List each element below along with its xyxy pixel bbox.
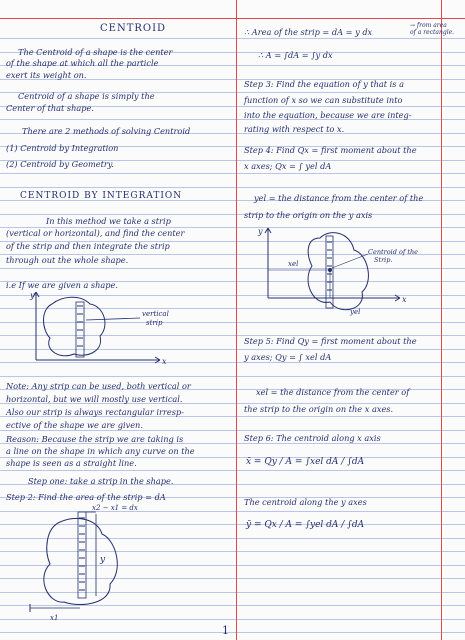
step3-line-4: rating with respect to x. [244, 124, 345, 134]
fig1-strip-label-1: vertical [142, 310, 169, 318]
fig2-y-label: y [100, 555, 106, 565]
intro-line-2: of the shape at which all the particle [6, 58, 159, 68]
reason-line-2: a line on the shape in which any curve on the [6, 446, 195, 456]
top-margin-line [0, 18, 465, 19]
fig3-centroid-label-1: Centroid of the [368, 248, 418, 256]
intro-line-1: The Centroid of a shape is the center [18, 47, 173, 57]
ruled-line [0, 173, 465, 174]
ruled-line [0, 376, 465, 377]
fig1-y-label: y [30, 291, 35, 300]
right-margin-line [441, 0, 442, 640]
reason-line-1: Reason: Because the strip we are taking is [6, 434, 184, 444]
integral-a: ∴ A = ∫dA = ∫y dx [258, 50, 333, 60]
step4-line-1: Step 4: Find Qx = first moment about the [244, 145, 417, 155]
section-title: CENTROID BY INTEGRATION [20, 191, 183, 201]
reason-line-3: shape is seen as a straight line. [6, 458, 137, 468]
method-1: (1) Centroid by Integration [6, 143, 119, 153]
xel-def-1: xel = the distance from the center of [256, 387, 410, 397]
ruled-line [0, 214, 465, 215]
step5-line-1: Step 5: Find Qy = first moment about the [244, 336, 417, 346]
xbar-formula: x̄ = Qy / A = ∫xel dA / ∫dA [246, 457, 365, 467]
example-line: i.e If we are given a shape. [6, 280, 118, 290]
xel-def-2: the strip to the origin on the x axes. [244, 404, 394, 414]
ruled-line [0, 430, 465, 431]
fig1-strip-label-2: strip [146, 319, 163, 327]
ybar-formula: ȳ = Qx / A = ∫yel dA / ∫dA [246, 520, 365, 530]
fig3-y-label: y [258, 227, 263, 236]
figure-shape-vertical-strip [30, 290, 180, 370]
intro-line-3: exert its weight on. [6, 70, 87, 80]
figure-centroid-strip [250, 224, 435, 324]
section-line-3: of the strip and then integrate the strip [6, 241, 170, 251]
page-number: 1 [222, 624, 229, 637]
section-line-2: (vertical or horizontal), and find the center [6, 228, 185, 238]
simply-line-1: Centroid of a shape is simply the [18, 91, 155, 101]
fig3-centroid-label-2: Strip. [374, 256, 393, 264]
fig3-yel-label: yel [350, 308, 361, 316]
note-line-3: Also our strip is always rectangular irresp- [6, 407, 184, 417]
step3-line-2: function of x so we can substitute into [244, 95, 403, 105]
center-margin-line [236, 0, 237, 640]
yel-def-2: strip to the origin on the y axis [244, 210, 373, 220]
methods-intro: There are 2 methods of solving Centroid [22, 126, 191, 136]
note-line-4: ective of the shape we are given. [6, 420, 143, 430]
fig2-x1-label: x1 [50, 614, 59, 622]
fig3-x-label: x [402, 295, 407, 304]
ruled-line [0, 38, 465, 39]
step5-line-2: y axes; Qy = ∫ xel dA [244, 352, 332, 362]
yel-def-1: yel = the distance from the center of the [254, 193, 424, 203]
area-note-2: of a rectangle. [410, 29, 455, 36]
area-strip: ∴ Area of the strip = dA = y dx [244, 27, 373, 37]
fig1-x-label: x [162, 357, 167, 366]
ruled-line [0, 470, 465, 471]
step3-line-3: into the equation, because we are integ- [244, 110, 412, 120]
step-one: Step one: take a strip in the shape. [28, 476, 174, 486]
simply-line-2: Center of that shape. [6, 103, 94, 113]
fig2-dx-label: x2 − x1 = dx [92, 504, 138, 512]
step4-line-2: x axes; Qx = ∫ yel dA [244, 161, 332, 171]
note-line-2: horizontal, but we will mostly use vertical. [6, 394, 183, 404]
page-title: CENTROID [100, 23, 167, 34]
step6: Step 6: The centroid along x axis [244, 433, 381, 443]
ruled-line [0, 632, 465, 633]
figure-area-strip [20, 504, 160, 624]
step-two: Step 2: Find the area of the strip = dA [6, 492, 166, 502]
step3-line-1: Step 3: Find the equation of y that is a [244, 79, 404, 89]
note-line-1: Note: Any strip can be used, both vertical or [6, 381, 191, 391]
section-line-4: through out the whole shape. [6, 255, 129, 265]
ruled-line [0, 187, 465, 188]
section-line-1: In this method we take a strip [46, 216, 171, 226]
fig3-xel-label: xel [288, 260, 299, 268]
area-note-1: → from area [410, 22, 447, 29]
y-axis-title: The centroid along the y axes [244, 497, 367, 507]
method-2: (2) Centroid by Geometry. [6, 159, 114, 169]
